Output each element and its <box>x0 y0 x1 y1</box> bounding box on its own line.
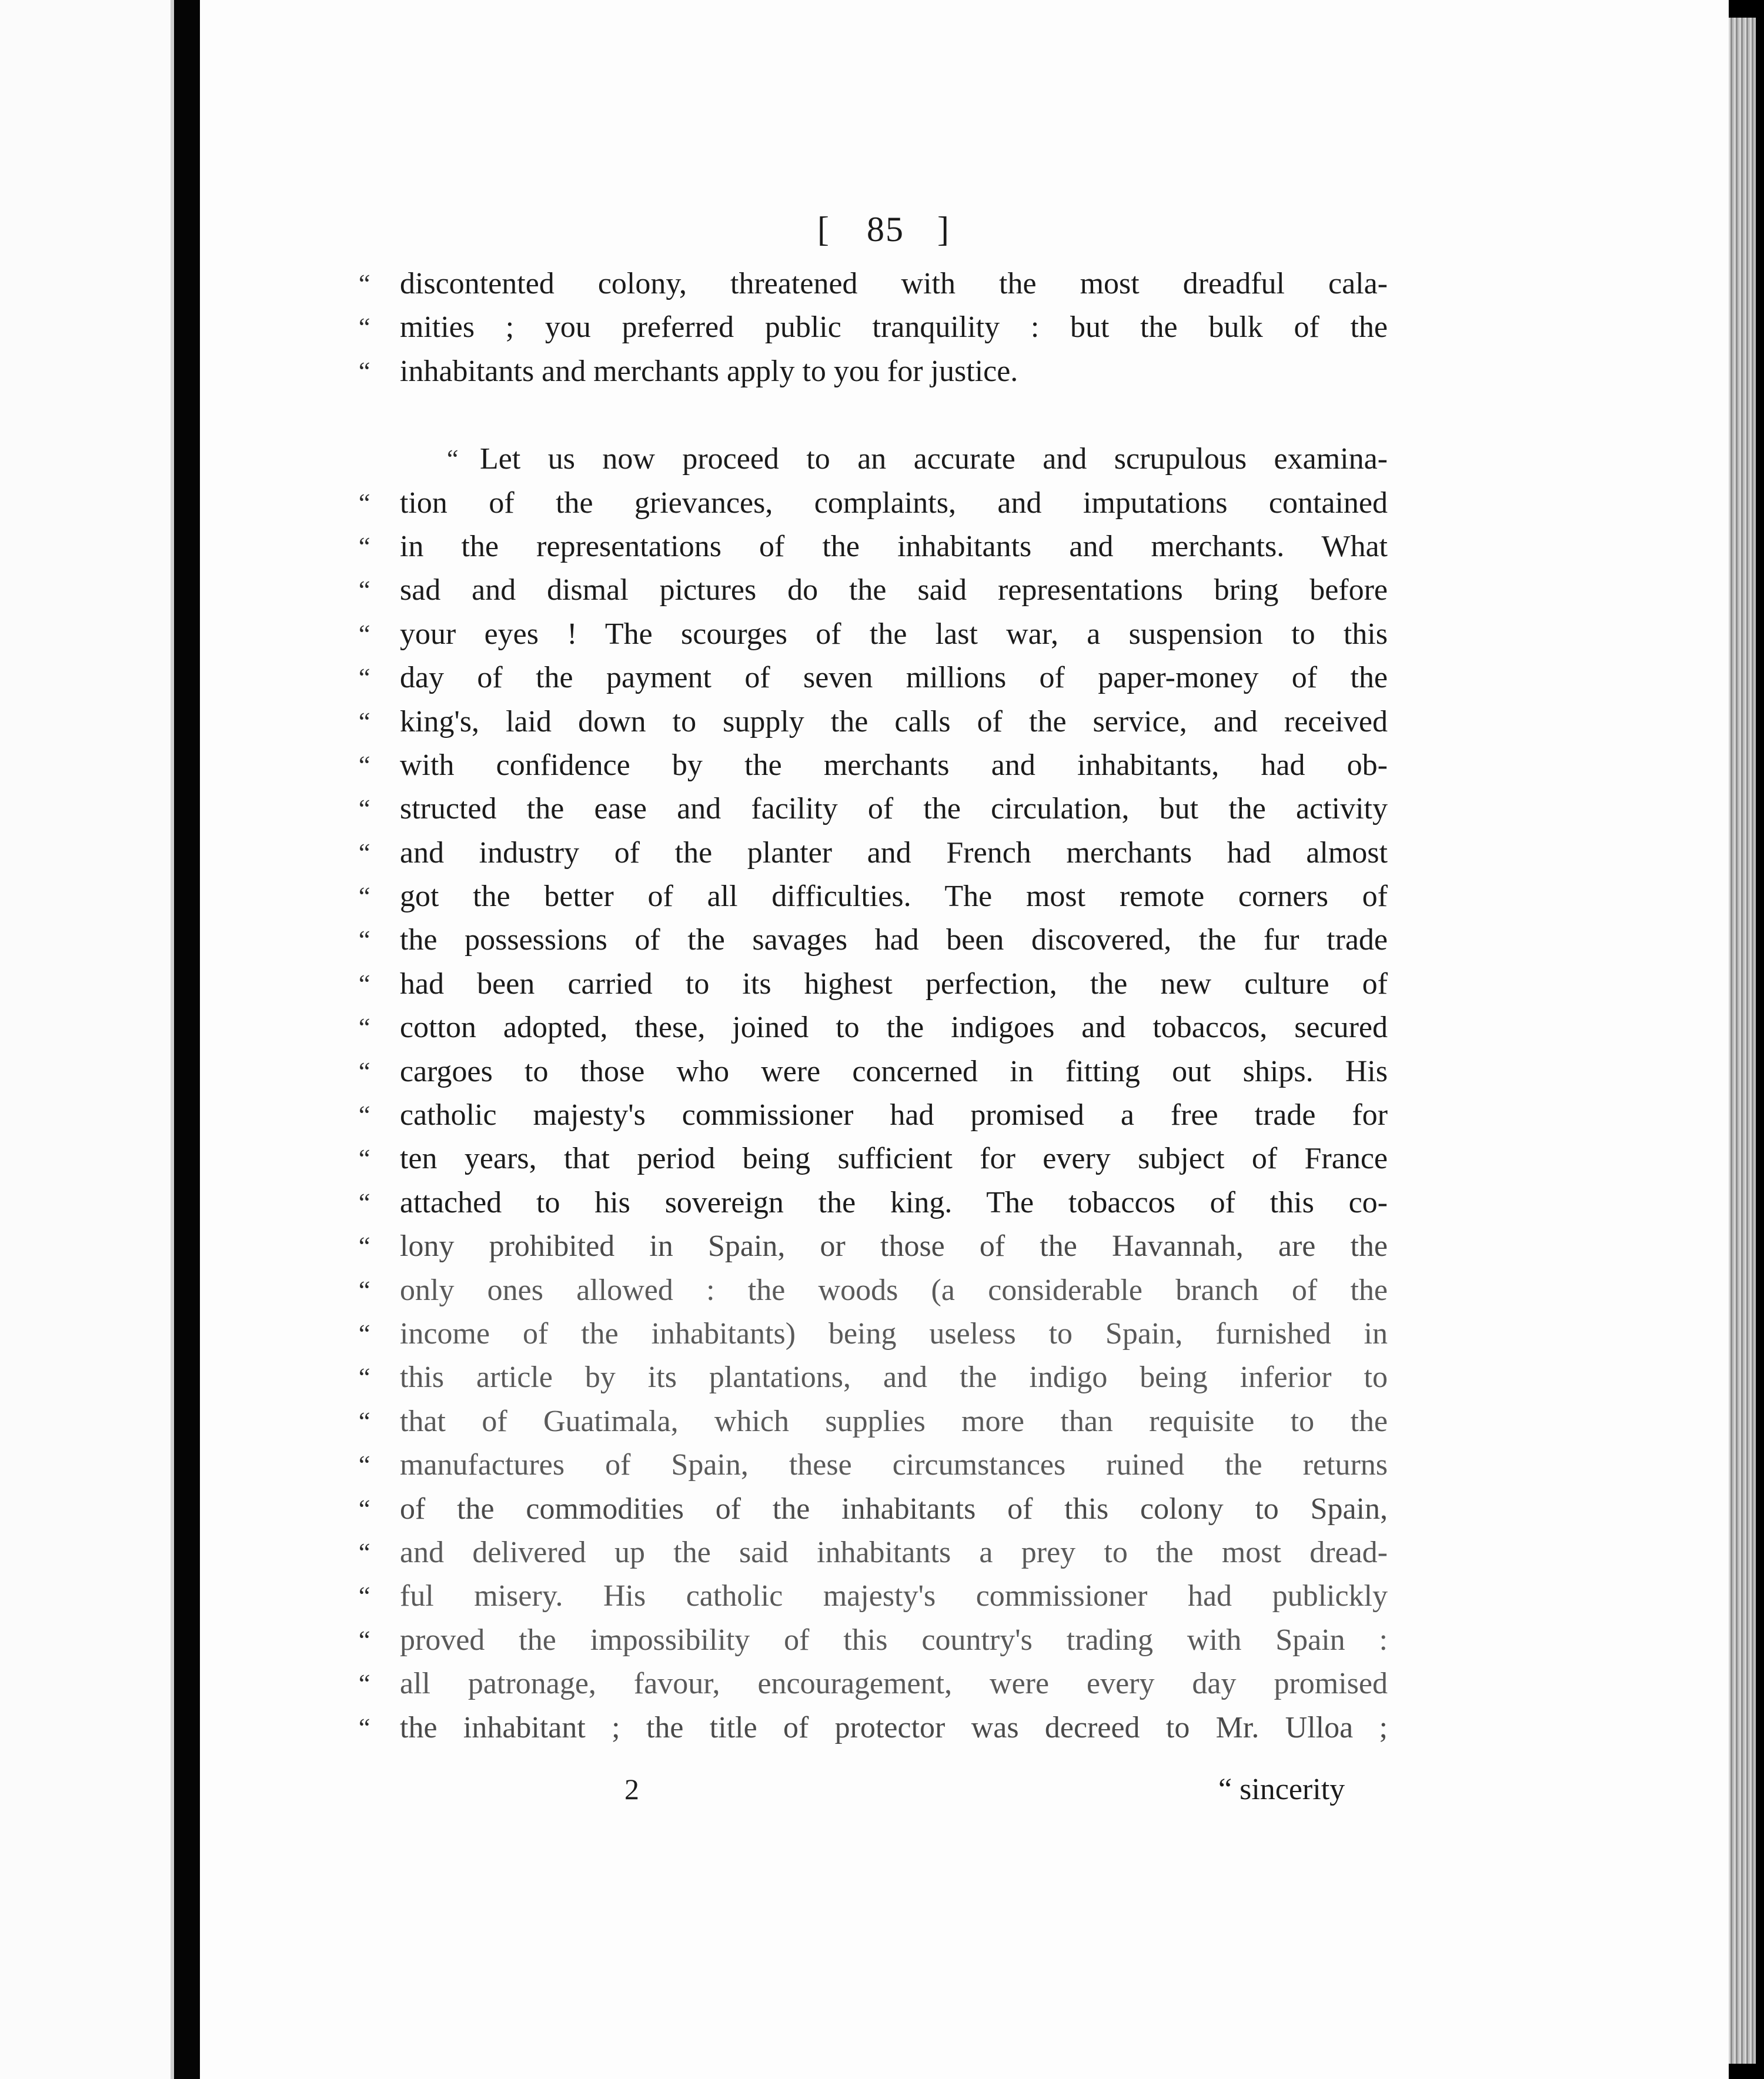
text-line: “ only ones allowed : the woods (a considerable branch of the <box>400 1269 1388 1312</box>
quote-mark: “ <box>359 663 370 693</box>
quote-mark: “ <box>359 794 370 824</box>
quote-mark: “ <box>359 1713 370 1742</box>
quote-mark: “ <box>359 1319 370 1348</box>
quote-mark: “ <box>359 269 370 298</box>
text-line: “ manufactures of Spain, these circumstances ruined the returns <box>400 1443 1388 1487</box>
text-line: “ in the representations of the inhabitants and merchants. What <box>400 525 1388 569</box>
quote-mark: “ <box>359 750 370 780</box>
text-line: “ sad and dismal pictures do the said representations bring before <box>400 569 1388 612</box>
quote-mark: “ <box>359 707 370 736</box>
quote-mark: “ <box>359 1057 370 1086</box>
book-gutter <box>174 0 200 2079</box>
quote-mark: “ <box>359 1188 370 1217</box>
text-line: “ mities ; you preferred public tranquility : but the bulk of the <box>400 306 1388 349</box>
quote-mark: “ <box>359 488 370 517</box>
quote-mark: “ <box>359 1013 370 1042</box>
text-line: “ structed the ease and facility of the circulation, but the activity <box>400 787 1388 831</box>
text-line: “ day of the payment of seven millions of paper-money of the <box>400 656 1388 700</box>
header-bracket-right: ] <box>937 210 949 249</box>
quote-mark: “ <box>359 1406 370 1436</box>
text-line: “ with confidence by the merchants and inhabitants, had ob- <box>400 744 1388 787</box>
quote-mark: “ <box>359 356 370 386</box>
quote-mark: “ <box>359 1144 370 1174</box>
previous-page-edge <box>0 0 174 2079</box>
text-line: “ and industry of the planter and French merchants had almost <box>400 831 1388 875</box>
paragraph <box>359 437 1388 1750</box>
text-line: “ cotton adopted, these, joined to the indigoes and tobaccos, secured <box>400 1006 1388 1049</box>
text-line: “ your eyes ! The scourges of the last war, a suspension to this <box>400 613 1388 656</box>
text-line: “ that of Guatimala, which supplies more than requisite to the <box>400 1400 1388 1443</box>
quote-mark: “ <box>359 1275 370 1305</box>
text-line: “ lony prohibited in Spain, or those of the Havannah, are the <box>400 1225 1388 1268</box>
quote-mark: “ <box>359 576 370 605</box>
quote-mark: “ <box>359 532 370 561</box>
text-line: “ income of the inhabitants) being useless to Spain, furnished in <box>400 1312 1388 1356</box>
text-line: “ king's, laid down to supply the calls of the service, and received <box>400 700 1388 744</box>
quote-mark: “ <box>359 882 370 911</box>
quote-mark: “ <box>359 969 370 998</box>
text-line: “ the inhabitant ; the title of protector was decreed to Mr. Ulloa ; <box>400 1706 1388 1750</box>
quote-mark: “ <box>359 619 370 649</box>
body-text <box>359 262 1388 1750</box>
text-line: “ proved the impossibility of this country's trading with Spain : <box>400 1619 1388 1662</box>
text-line: “ this article by its plantations, and the indigo being inferior to <box>400 1356 1388 1399</box>
quote-mark: “ <box>359 1625 370 1654</box>
text-line: “ ful misery. His catholic majesty's commissioner had publickly <box>400 1575 1388 1618</box>
text-line: “ and delivered up the said inhabitants a prey to the most dread- <box>400 1531 1388 1575</box>
quote-mark: “ <box>359 838 370 867</box>
quote-mark: “ <box>359 1101 370 1130</box>
header-bracket-left: [ <box>817 210 829 249</box>
text-line: “ tion of the grievances, complaints, and imputations contained <box>400 482 1388 525</box>
signature-mark: 2 <box>624 1773 639 1806</box>
text-line: “ the possessions of the savages had been discovered, the fur trade <box>400 918 1388 962</box>
page-number: 85 <box>867 210 904 249</box>
page-header <box>817 209 970 262</box>
text-line: “ cargoes to those who were concerned in fitting out ships. His <box>400 1050 1388 1094</box>
quote-mark: “ <box>359 1363 370 1392</box>
quote-mark: “ <box>359 1669 370 1699</box>
catchword: “ sincerity <box>1218 1773 1345 1806</box>
text-line: “ Let us now proceed to an accurate and scrupulous examina- <box>400 437 1388 481</box>
quote-mark: “ <box>359 313 370 342</box>
text-line: “ catholic majesty's commissioner had promised a free trade for <box>400 1094 1388 1137</box>
text-line: “ ten years, that period being sufficient for every subject of France <box>400 1137 1388 1181</box>
scan-border <box>1756 0 1764 2079</box>
quote-mark: “ <box>359 1232 370 1261</box>
text-line: “ had been carried to its highest perfection, the new culture of <box>400 962 1388 1006</box>
page-edges <box>1729 18 1756 2064</box>
paragraph <box>359 262 1388 393</box>
text-line: “ of the commodities of the inhabitants of this colony to Spain, <box>400 1488 1388 1531</box>
quote-mark: “ <box>447 444 459 474</box>
quote-mark: “ <box>359 1537 370 1567</box>
text-line: “ attached to his sovereign the king. The tobaccos of this co- <box>400 1181 1388 1225</box>
text-line: “ all patronage, favour, encouragement, were every day promised <box>400 1662 1388 1706</box>
quote-mark: “ <box>359 1494 370 1523</box>
text-line: “ got the better of all difficulties. The most remote corners of <box>400 875 1388 918</box>
text-line: “ discontented colony, threatened with the most dreadful cala- <box>400 262 1388 306</box>
quote-mark: “ <box>359 1582 370 1611</box>
text-line: “ inhabitants and merchants apply to you for justice. <box>400 350 1388 393</box>
quote-mark: “ <box>359 925 370 955</box>
quote-mark: “ <box>359 1450 370 1480</box>
